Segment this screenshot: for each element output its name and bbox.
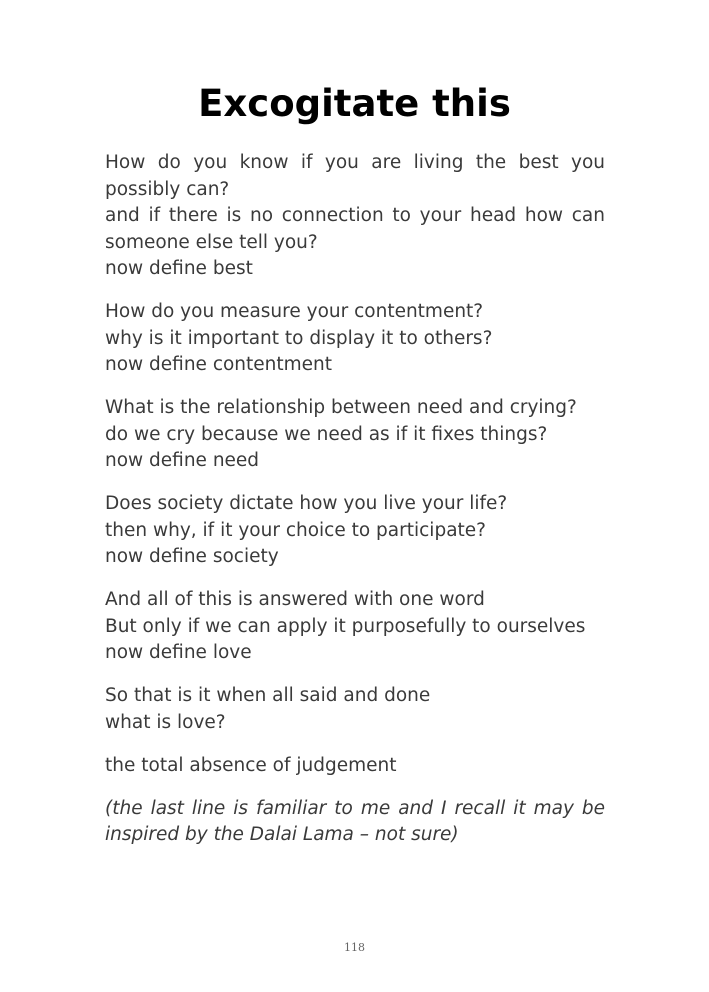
stanza [105, 299, 605, 379]
poem-line: do we cry because we need as if it fixes things? [105, 423, 548, 445]
page-number: 118 [344, 941, 365, 954]
poem-body [105, 150, 605, 865]
poem-line: What is the relationship between need and crying? [105, 397, 577, 418]
poem-line: the total absence of judgement [105, 754, 397, 776]
stanza-note [105, 796, 605, 849]
poem-line: then why, if it your choice to participate? [105, 519, 486, 541]
poem-line: now define love [105, 642, 252, 663]
poem-line: How do you measure your contentment? [105, 301, 484, 322]
stanza [105, 753, 605, 780]
poem-line: Does society dictate how you live your life? [105, 493, 508, 514]
page-title: Excogitate this [198, 82, 511, 125]
poem-line: now define society [105, 546, 279, 567]
stanza [105, 683, 605, 736]
poem-line: now define best [105, 258, 253, 279]
stanza [105, 491, 605, 571]
poem-line: So that is it when all said and done [105, 685, 431, 706]
poem-line: and if there is no connection to your head how can someone else tell you? [105, 205, 605, 253]
poem-line: now define need [105, 450, 260, 471]
poem-line: what is love? [105, 711, 226, 733]
poem-line: why is it important to display it to others? [105, 327, 493, 349]
stanza [105, 150, 605, 283]
poem-line: now define contentment [105, 354, 333, 375]
poem-line: And all of this is answered with one word [105, 589, 485, 610]
stanza [105, 395, 605, 475]
author-note: (the last line is familiar to me and I recall it may be inspired by the Dalai Lama – not sure) [105, 797, 605, 845]
stanza [105, 587, 605, 667]
poem-line: How do you know if you are living the best you possibly can? [105, 152, 605, 200]
poem-line: But only if we can apply it purposefully to ourselves [105, 615, 586, 637]
